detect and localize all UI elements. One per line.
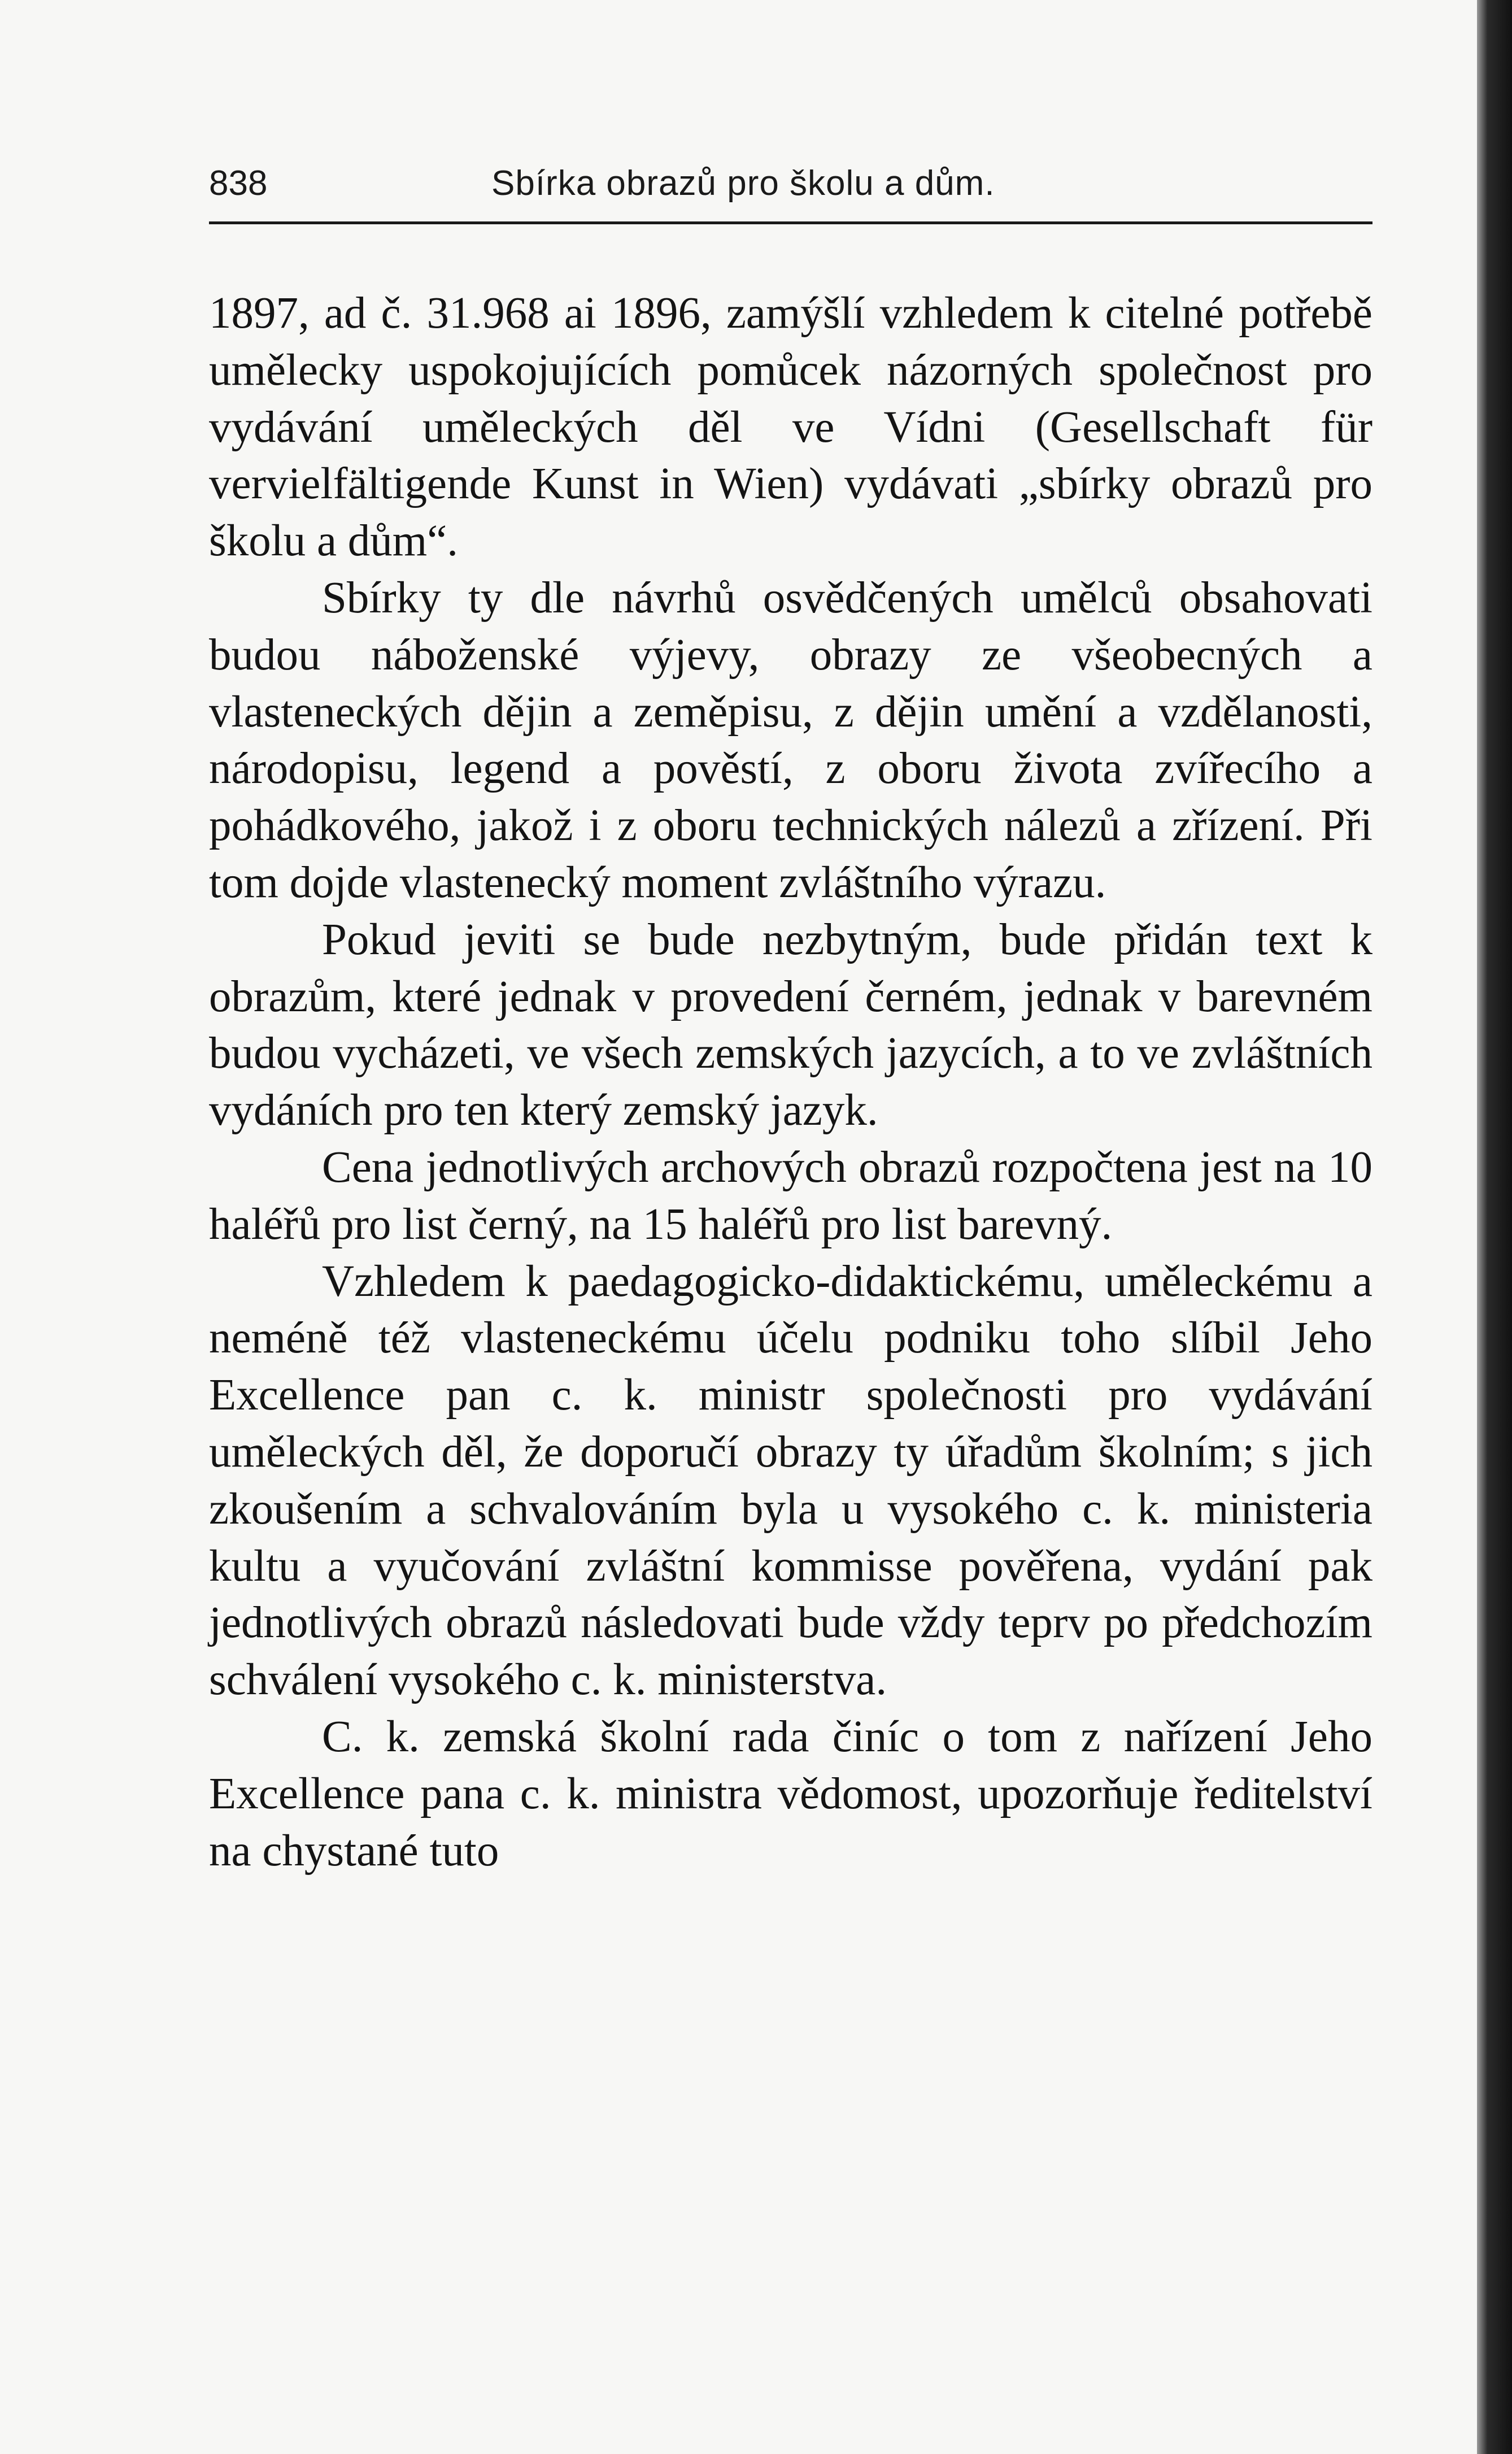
page-header: [209, 158, 1372, 209]
paragraph: Vzhledem k paedagogicko-didaktickému, uměleckému a neméně též vlasteneckému účelu podniku toho slíbil Jeho Excellence pan c. k. ministr společnosti pro vydávání uměleckých děl, že doporučí obrazy ty úřadům školním; s jich zkoušením a schvalováním byla u vysokého c. k. ministeria kultu a vyučování zvláštní kommisse pověřena, vydání pak jednotlivých obrazů následovati bude vždy teprv po předchozím schválení vysokého c. k. ministerstva.: [209, 1256, 1372, 1705]
paragraph: Pokud jeviti se bude nezbytným, bude přidán text k obrazům, které jednak v provedení černém, jednak v barevném budou vycházeti, ve všech zemských jazycích, a to ve zvláštních vydáních pro ten který zemský jazyk.: [209, 915, 1372, 1135]
paragraph: Sbírky ty dle návrhů osvědčených umělců obsahovati budou náboženské výjevy, obrazy ze všeobecných a vlasteneckých dějin a zeměpisu, z dějin umění a vzdělanosti, národopisu, legend a pověstí, z oboru života zvířecího a pohádkového, jakož i z oboru technických nálezů a zřízení. Při tom dojde vlastenecký moment zvláštního výrazu.: [209, 573, 1372, 907]
paragraph: C. k. zemská školní rada činíc o tom z nařízení Jeho Excellence pana c. k. ministra vědomost, upozorňuje ředitelství na chystané tuto: [209, 1712, 1372, 1876]
paragraph: Cena jednotlivých archových obrazů rozpočtena jest na 10 haléřů pro list černý, na 15 haléřů pro list barevný.: [209, 1142, 1372, 1249]
book-spine-shadow: [1477, 0, 1512, 2454]
running-title: Sbírka obrazů pro školu a dům.: [491, 164, 995, 203]
header-rule: [209, 221, 1372, 224]
page-number: 838: [209, 164, 268, 203]
paragraph-continuation: 1897, ad č. 31.968 ai 1896, zamýšlí vzhledem k citelné potřebě umělecky uspokojujících pomůcek názorných společnost pro vydávání uměleckých děl ve Vídni (Gesellschaft für vervielfältigende Kunst in Wien) vydávati „sbírky obrazů pro školu a dům“.: [209, 289, 1372, 566]
body-text: [209, 285, 1372, 1879]
